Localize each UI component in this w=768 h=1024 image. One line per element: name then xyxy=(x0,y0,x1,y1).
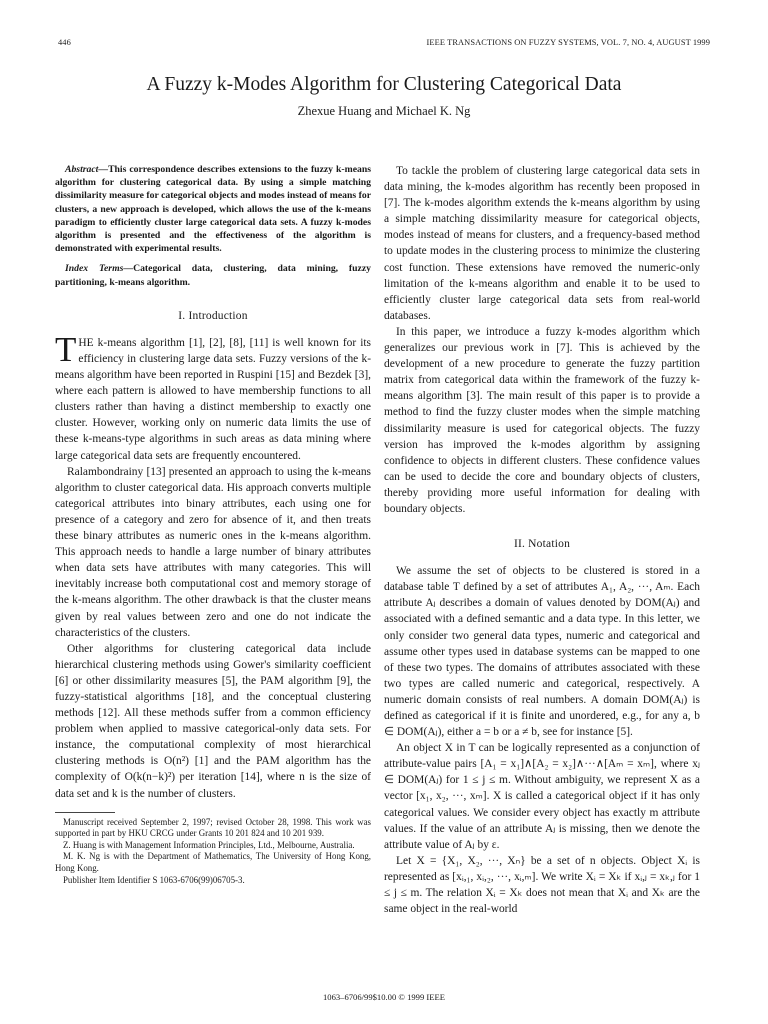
page-number: 446 xyxy=(58,38,71,47)
paper-title: A Fuzzy k-Modes Algorithm for Clustering Categorical Data xyxy=(146,74,622,95)
paper-authors: Zhexue Huang and Michael K. Ng xyxy=(297,104,471,118)
right-paragraph-2: In this paper, we introduce a fuzzy k-modes algorithm which generalizes our previous work in [7]. This is achieved by the development of a new procedure to generate the fuzzy partition matrix from categorical data within the framework of the fuzzy k-means algorithm [3]. The main result of this paper is to provide a method to find the fuzzy cluster modes when the simple matching dissimilarity measure is used for categorical objects. The fuzzy version has improved the k-modes algorithm by assigning confidence to objects in different clusters. These confidence values can be used to decide the core and boundary objects of clusters, thereby providing more useful information for dealing with boundary objects. xyxy=(384,325,700,515)
intro-paragraph-1-text: HE k-means algorithm [1], [2], [8], [11] is well known for its efficiency in clustering large data sets. Fuzzy versions of the k-means algorithm have been reported in Ruspini [15] and Bezdek [3], where each pattern is allowed to have membership functions to all clusters rather than having a distinct membership to exactly one cluster. However, working only on numeric data limits the use of these k-means-type algorithms in such areas as data mining where large categorical data sets are frequently encountered. xyxy=(55,336,371,462)
footnote-rule xyxy=(55,812,115,813)
index-terms-text: Categorical data, clustering, data mining, fuzzy partitioning, k-means algorithm. xyxy=(55,263,371,288)
right-paragraph-1: To tackle the problem of clustering large categorical data sets in data mining, the k-modes algorithm has recently been proposed in [7]. The k-modes algorithm extends the k-means algorithm by using a simple matching dissimilarity measure for categorical objects, modes instead of means for clusters, and a frequency-based method to update modes in the clustering process to minimize the clustering cost function. These extensions have removed the numeric-only limitation of the k-means algorithm and enable it to be used to efficiently cluster large categorical data sets from real-world databases. xyxy=(384,165,700,322)
intro-paragraph-2: Ralambondrainy [13] presented an approach to using the k-means algorithm to cluster categorical data. His approach converts multiple categorical attributes into binary attributes, each using one for presence of a category and zero for absence of it, and then treats these binary attributes as numeric ones in the k-means algorithm. This approach needs to handle a large number of binary attributes when data sets have attributes with many categories. This will inevitably increase both computational cost and memory storage of the k-means algorithm. The other drawback is that the cluster means given by real values between zero and one do not indicate the characteristics of the clusters. xyxy=(55,465,371,639)
notation-paragraph-2: An object X in T can be logically represented as a conjunction of attribute-value pairs [A₁ = x₁]∧[A₂ = x₂]∧···∧[Aₘ = xₘ], where xⱼ ∈ DOM(Aⱼ) for 1 ≤ j ≤ m. Without ambiguity, we represent X as a vector [x₁, x₂, ···, xₘ]. X is called a categorical object if it has only categorical values. We consider every object has exactly m attribute values. If the value of an attribute Aⱼ is missing, then we denote the attribute value of Aⱼ by ε. xyxy=(384,742,700,851)
abstract-lead: Abstract— xyxy=(65,164,109,175)
notation-paragraph-3: Let X = {X₁, X₂, ···, Xₙ} be a set of n objects. Object Xᵢ is represented as [xᵢ,₁, xᵢ,₂, ···, xᵢ,ₘ]. We write Xᵢ = Xₖ if xᵢ,ⱼ = xₖ,ⱼ for 1 ≤ j ≤ m. The relation Xᵢ = Xₖ does not mean that Xᵢ and Xₖ are the same object in the real-world xyxy=(384,854,700,916)
left-column xyxy=(55,163,371,886)
notation-paragraph-1: We assume the set of objects to be clustered is stored in a database table T defined by a set of attributes A₁, A₂, ···, Aₘ. Each attribute Aⱼ describes a domain of values denoted by DOM(Aⱼ) and associated with a defined semantic and a data type. In this letter, we only consider two general data types, numeric and categorical and assume other types used in database systems can be mapped to one of these two types. The domains of attributes associated with these two types are called numeric and categorical, respectively. A numeric domain consists of real numbers. A domain DOM(Aⱼ) is defined as categorical if it is finite and unordered, e.g., for any a, b ∈ DOM(Aⱼ), either a = b or a ≠ b, see for instance [5]. xyxy=(384,565,700,739)
drop-cap: T xyxy=(55,329,77,369)
section-heading-introduction: I. Introduction xyxy=(178,309,248,322)
index-terms xyxy=(55,262,371,288)
footnote-ng: M. K. Ng is with the Department of Mathematics, The University of Hong Kong, Hong Kong. xyxy=(55,851,371,874)
footnote-huang: Z. Huang is with Management Information Principles, Ltd., Melbourne, Australia. xyxy=(63,839,355,850)
abstract xyxy=(55,163,371,255)
section-heading-notation: II. Notation xyxy=(513,538,571,551)
footnote-manuscript: Manuscript received September 2, 1997; revised October 28, 1998. This work was supported in part by HKU CRCG under Grants 10 201 824 and 10 201 939. xyxy=(55,816,371,839)
right-column xyxy=(384,163,700,917)
intro-paragraph-3: Other algorithms for clustering categorical data include hierarchical clustering methods using Gower's similarity coefficient [6] or other dissimilarity measures [5], the PAM algorithm [9], the fuzzy-statistical algorithms [18], and the conceptual clustering methods [12]. All these methods suffer from a common efficiency problem when applied to massive categorical-only data sets. For instance, the computational complexity of most hierarchical clustering methods is O(n²) [1] and the PAM algorithm has the complexity of O(k(n−k)²) per iteration [14], where n is the size of data set and k is the number of clusters. xyxy=(55,642,371,800)
footnote-publisher-id: Publisher Item Identifier S 1063-6706(99)06705-3. xyxy=(63,874,245,885)
footnotes xyxy=(55,812,371,887)
index-terms-lead: Index Terms— xyxy=(65,263,134,275)
copyright-footer: 1063–6706/99$10.00 © 1999 IEEE xyxy=(322,992,446,1002)
abstract-text: This correspondence describes extensions to the fuzzy k-means algorithm for clustering categorical data. By using a simple matching dissimilarity measure for categorical objects and modes instead of means for clusters, a new approach is developed, which allows the use of the k-means paradigm to efficiently cluster large categorical data sets. A fuzzy k-modes algorithm is presented and the effectiveness of the algorithm is demonstrated with experimental results. xyxy=(55,164,371,255)
intro-paragraph-1 xyxy=(55,329,371,464)
journal-header: IEEE TRANSACTIONS ON FUZZY SYSTEMS, VOL. 7, NO. 4, AUGUST 1999 xyxy=(426,38,710,47)
